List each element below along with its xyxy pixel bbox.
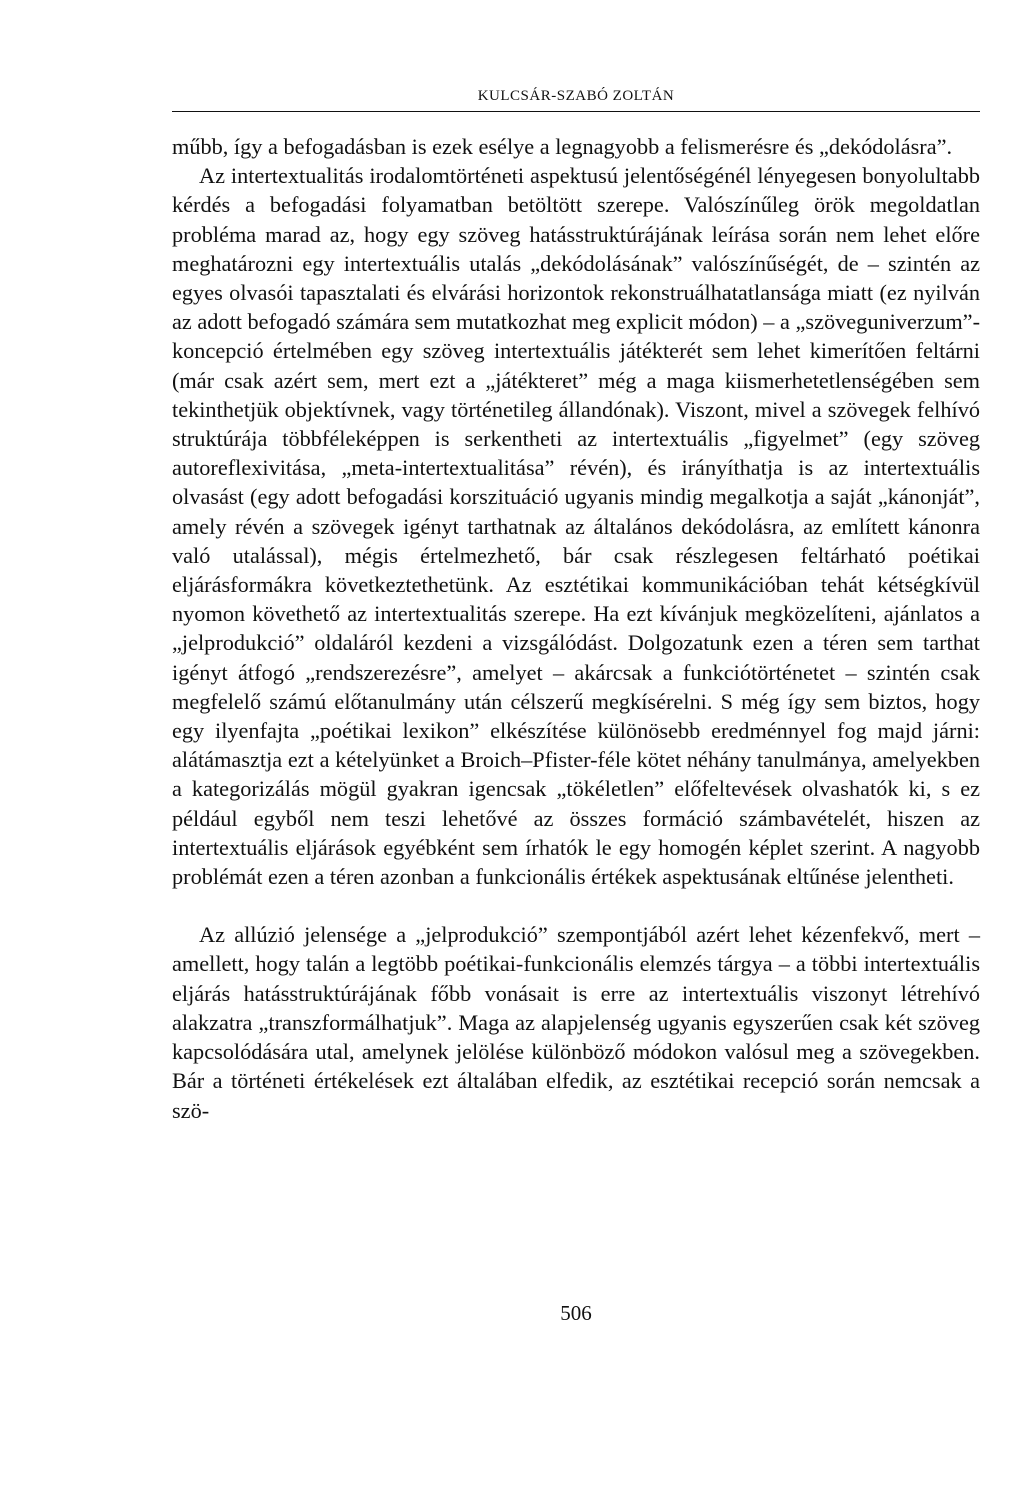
paragraph-intertextuality: Az intertextualitás irodalomtörténeti aspektusú jelentőségénél lényegesen bonyolultabb kérdés a befogadási folyamatban betöltött szerepe. Valószínűleg örök megoldatlan probléma marad az, hogy egy szöveg hatásstruktúrájának leírása során nem lehet előre meghatározni egy intertextuális utalás „dekódolásának” valószínűségét, de – szintén az egyes olvasói tapasztalati és elvárási horizontok rekonstruálhatatlansága miatt (ez nyilván az adott befogadó számára sem mutatkozhat meg explicit módon) – a „szöveguniverzum”-koncepció értelmében egy szöveg intertextuális játékterét sem lehet kimerítően feltárni (már csak azért sem, mert ezt a „játékteret” még a maga kiismerhetetlenségében sem tekinthetjük objektívnek, vagy történetileg állandónak). Viszont, mivel a szövegek felhívó struktúrája többféleképpen is serkentheti az intertextuális „figyelmet” (egy szöveg autoreflexivitása, „meta-intertextualitása” révén), és irányíthatja is az intertextuális olvasást (egy adott befogadási korszituáció ugyanis mindig megalkotja a saját „kánonját”, amely révén a szövegek igényt tarthatnak az általános dekódolásra, az említett kánonra való utalással), mégis értelmezhető, bár csak részlegesen feltárható poétikai eljárásformákra következtethetünk. Az esztétikai kommunikációban tehát kétségkívül nyomon követhető az intertextualitás szerepe. Ha ezt kívánjuk megközelíteni, ajánlatos a „jelprodukció” oldaláról kezdeni a vizsgálódást. Dolgozatunk ezen a téren sem tarthat igényt átfogó „rendszerezésre”, amelyet – akárcsak a funkciótörténetet – szintén csak megfelelő számú előtanulmány után célszerű megkísérelni. S még így sem biztos, hogy egy ilyenfajta „poétikai lexikon” elkészítése különösebb eredménnyel fog majd járni: alátámasztja ezt a kételyünket a Broich–Pfister-féle kötet néhány tanulmánya, amelyekben a kategorizálás mögül gyakran igencsak „tökéletlen” előfeltevések olvashatók ki, s ez például egyből nem teszi lehetővé az összes formáció számbavételét, hiszen az intertextuális eljárások egyébként sem írhatók le egy homogén képlet szerint. A nagyobb problémát ezen a téren azonban a funkcionális értékek aspektusának eltűnése jelentheti. — [172, 163, 980, 890]
paragraph-allusion: Az allúzió jelensége a „jelprodukció” szempontjából azért lehet kézenfekvő, mert – amellett, hogy talán a legtöbb poétikai-funkcionális elemzés tárgya – a többi intertextuális eljárás hatásstruktúrájának főbb vonásait is erre az intertextuális viszonyt létrehívó alakzatra „transzformálhatjuk”. Maga az alapjelenség ugyanis egyszerűen csak két szöveg kapcsolódására utal, amelynek jelölése különböző módokon valósul meg a szövegekben. Bár a történeti értékelések ezt általában elfedik, az esztétikai recepció során nemcsak a szö- — [172, 922, 980, 1123]
body-text — [172, 132, 980, 1125]
header-rule — [172, 111, 980, 112]
running-head: KULCSÁR-SZABÓ ZOLTÁN — [477, 88, 675, 104]
page-number: 506 — [560, 1301, 592, 1325]
paragraph-continuation: műbb, így a befogadásban is ezek esélye a legnagyobb a felismerésre és „dekódolásra”. — [172, 134, 953, 159]
